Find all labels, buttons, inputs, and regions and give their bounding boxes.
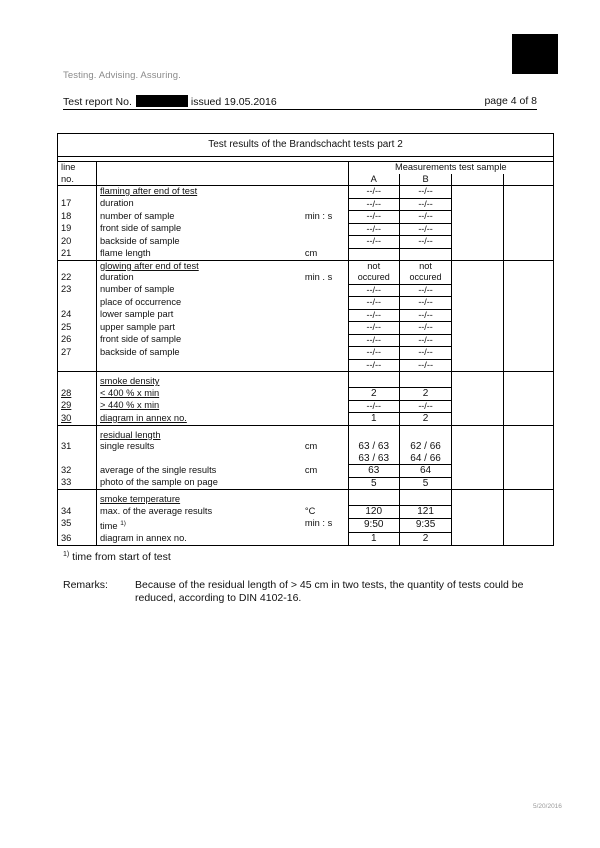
row-label: time [100, 521, 118, 531]
unit-min-s: min . s [304, 272, 333, 282]
smoke-density-b-30: 2 [399, 413, 451, 426]
smoke-temp-a-34: 120 [348, 506, 399, 519]
line-no: 28 [58, 388, 97, 401]
row-label: single results [97, 441, 302, 453]
report-number-line [63, 95, 277, 108]
line-no: 21 [58, 248, 97, 260]
glowing-a-cell: --/-- [348, 334, 399, 347]
smoke-temp-a-36: 1 [348, 533, 399, 546]
line-no: 23 [58, 284, 97, 297]
footnote-marker: 1) [63, 551, 70, 558]
residual-length-heading: residual length [97, 430, 302, 442]
glowing-a-cell: --/-- [348, 309, 399, 322]
glowing-b-cell: --/-- [399, 322, 451, 335]
residual-b-32: 64 [399, 465, 451, 478]
page-number: page 4 of 8 [484, 95, 537, 107]
line-no: 36 [58, 533, 97, 546]
glowing-b-cell: --/-- [399, 284, 451, 297]
row-label: flame length [97, 248, 302, 260]
row-label: lower sample part [97, 309, 302, 322]
glowing-a-cell: --/-- [348, 322, 399, 335]
glowing-a-cell: --/-- [348, 297, 399, 310]
row-label: upper sample part [97, 322, 302, 335]
glowing-a-cell: --/-- [348, 347, 399, 360]
logo [512, 34, 558, 74]
flaming-b-17: --/-- [399, 186, 451, 199]
flaming-b-19: --/-- [399, 211, 451, 224]
unit-celsius: °C [304, 505, 316, 516]
row-label: number of sample [97, 284, 302, 297]
residual-b-33: 5 [399, 477, 451, 490]
glowing-b-cell: --/-- [399, 359, 451, 372]
line-no: 25 [58, 322, 97, 335]
residual-a-32: 63 [348, 465, 399, 478]
glowing-a-cell: --/-- [348, 359, 399, 372]
smoke-density-a-28: 2 [348, 388, 399, 401]
footer-date: 5/20/2016 [533, 803, 562, 810]
row-label: front side of sample [97, 223, 302, 236]
row-label: backside of sample [97, 236, 302, 249]
unit-min-s: min : s [304, 210, 333, 221]
glowing-a-cell: --/-- [348, 284, 399, 297]
row-label: front side of sample [97, 334, 302, 347]
smoke-temp-b-35: 9:35 [399, 518, 451, 533]
line-no: 27 [58, 347, 97, 360]
smoke-density-b-28: 2 [399, 388, 451, 401]
flaming-a-21: --/-- [348, 236, 399, 249]
footnote [63, 551, 171, 563]
row-label-time [97, 518, 302, 533]
line-no: 24 [58, 309, 97, 322]
row-label: > 440 % x min [97, 400, 302, 413]
issued-date: issued 19.05.2016 [190, 96, 277, 108]
footnote-text: time from start of test [69, 551, 171, 563]
glowing-b-cell: --/-- [399, 297, 451, 310]
line-no: 18 [58, 211, 97, 224]
line-no: 33 [58, 477, 97, 490]
smoke-temp-a-35: 9:50 [348, 518, 399, 533]
col-a-header: A [348, 174, 399, 186]
flaming-b-18: --/-- [399, 198, 451, 211]
glowing-heading: glowing after end of test [97, 260, 302, 272]
residual-b-31b: 64 / 66 [399, 453, 451, 465]
remarks-label: Remarks: [63, 579, 108, 591]
row-label: max. of the average results [97, 506, 302, 519]
col-b-header: B [399, 174, 451, 186]
row-label: backside of sample [97, 347, 302, 360]
glowing-b-occured: occured [399, 272, 451, 284]
measurements-header: Measurements test sample [348, 162, 553, 174]
flaming-heading: flaming after end of test [97, 186, 302, 199]
table-title: Test results of the Brandschacht tests part 2 [58, 134, 554, 157]
smoke-temperature-heading: smoke temperature [97, 494, 302, 506]
line-no: 32 [58, 465, 97, 478]
smoke-temp-b-34: 121 [399, 506, 451, 519]
residual-a-31: 63 / 63 [348, 441, 399, 453]
row-label: average of the single results [97, 465, 302, 478]
flaming-a-20: --/-- [348, 223, 399, 236]
line-no: 20 [58, 236, 97, 249]
glowing-b-cell: --/-- [399, 309, 451, 322]
report-label: Test report No. [63, 96, 132, 108]
glowing-a-occured: occured [348, 272, 399, 284]
row-label: duration [97, 198, 302, 211]
remarks-text: Because of the residual length of > 45 cm in two tests, the quantity of tests could be reduced, according to DIN 4102-16. [135, 579, 524, 604]
line-no: 30 [58, 413, 97, 426]
flaming-a-18: --/-- [348, 198, 399, 211]
footnote-marker: 1) [120, 520, 126, 527]
row-label: place of occurrence [97, 297, 302, 310]
row-label: duration [97, 272, 302, 284]
no-header: no. [58, 174, 97, 186]
flaming-b-20: --/-- [399, 223, 451, 236]
line-no: 17 [58, 198, 97, 211]
smoke-density-b-29: --/-- [399, 400, 451, 413]
row-label: photo of the sample on page [97, 477, 302, 490]
glowing-b-not: not [399, 260, 451, 272]
glowing-b-cell: --/-- [399, 334, 451, 347]
unit-min-s: min : s [304, 518, 333, 528]
glowing-a-not: not [348, 260, 399, 272]
glowing-b-cell: --/-- [399, 347, 451, 360]
line-no: 29 [58, 400, 97, 413]
residual-b-31: 62 / 66 [399, 441, 451, 453]
flaming-b-21: --/-- [399, 236, 451, 249]
smoke-density-a-29: --/-- [348, 400, 399, 413]
line-header: line [58, 162, 97, 174]
residual-a-31b: 63 / 63 [348, 453, 399, 465]
report-header [63, 95, 537, 110]
row-label: diagram in annex no. [97, 533, 302, 546]
line-no: 31 [58, 441, 97, 453]
flaming-a-17: --/-- [348, 186, 399, 199]
unit-cm: cm [304, 464, 318, 475]
smoke-density-a-30: 1 [348, 413, 399, 426]
line-no: 19 [58, 223, 97, 236]
row-label: number of sample [97, 211, 302, 224]
flaming-a-19: --/-- [348, 211, 399, 224]
smoke-density-heading: smoke density [97, 376, 302, 388]
row-label: diagram in annex no. [97, 413, 302, 426]
line-no [58, 297, 97, 310]
results-table [57, 133, 554, 546]
residual-a-33: 5 [348, 477, 399, 490]
line-no: 22 [58, 272, 97, 284]
smoke-temp-b-36: 2 [399, 533, 451, 546]
row-label: < 400 % x min [97, 388, 302, 401]
tagline: Testing. Advising. Assuring. [63, 70, 181, 81]
line-no: 35 [58, 518, 97, 533]
line-no: 26 [58, 334, 97, 347]
unit-cm: cm [304, 441, 318, 451]
unit-cm: cm [302, 248, 348, 260]
redacted-report-number [136, 95, 188, 107]
line-no: 34 [58, 506, 97, 519]
